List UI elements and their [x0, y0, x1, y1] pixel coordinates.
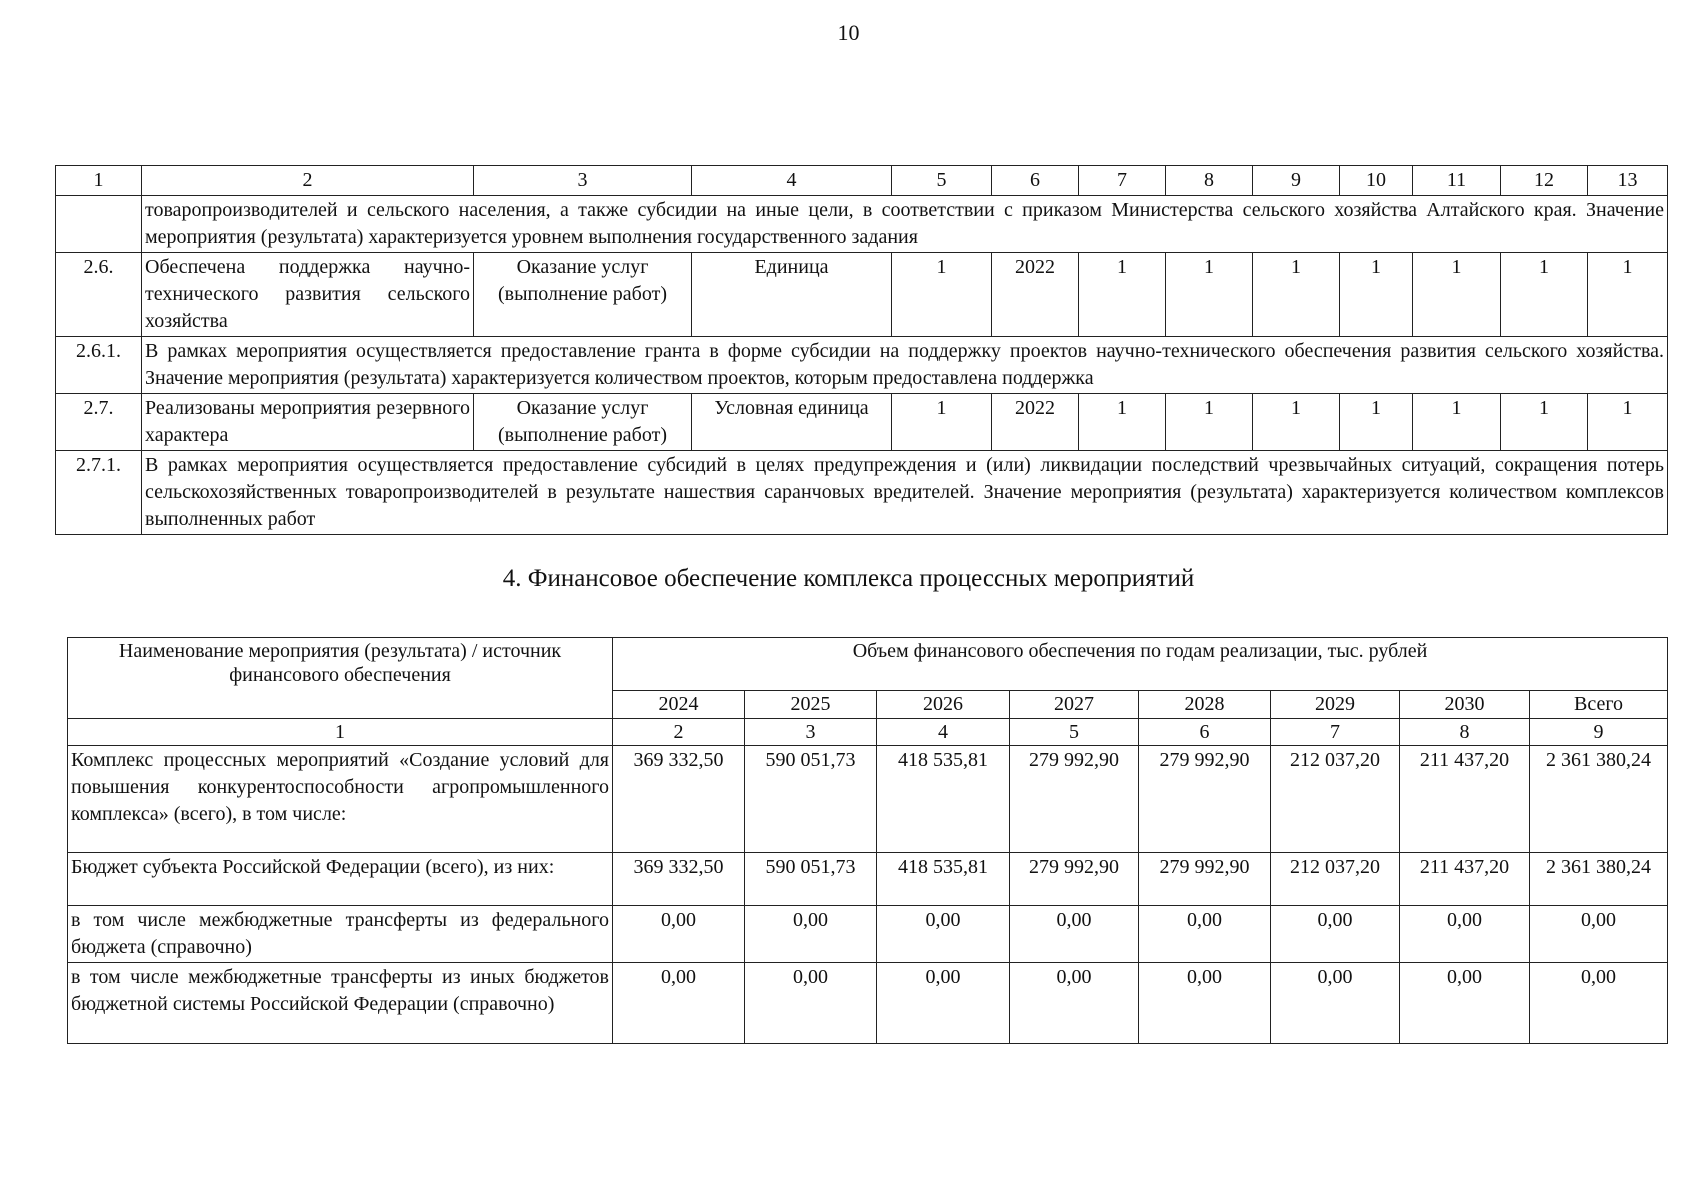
row-value: 1	[1253, 253, 1340, 337]
row-value: 1	[1166, 253, 1253, 337]
col-number: 3	[745, 719, 877, 746]
group-header: Объем финансового обеспечения по годам реализации, тыс. рублей	[613, 638, 1668, 691]
row-value: 369 332,50	[613, 746, 745, 853]
col-header: 8	[1166, 166, 1253, 196]
row-value: 1	[1253, 394, 1340, 451]
row-value: 2022	[992, 253, 1079, 337]
row-value: 418 535,81	[877, 746, 1010, 853]
header-row	[56, 166, 1668, 196]
year-header: 2028	[1139, 691, 1271, 719]
col-number-row	[68, 719, 1668, 746]
col-number: 1	[68, 719, 613, 746]
row-unit: Условная единица	[692, 394, 892, 451]
col-number: 6	[1139, 719, 1271, 746]
row-value: 590 051,73	[745, 746, 877, 853]
col-header: 13	[1588, 166, 1668, 196]
col-number: 5	[1010, 719, 1139, 746]
row-value: 0,00	[613, 906, 745, 963]
row-value: 211 437,20	[1400, 853, 1530, 906]
row-value: 0,00	[1139, 963, 1271, 1044]
row-value: 0,00	[613, 963, 745, 1044]
row-description: товаропроизводителей и сельского населения, а также субсидии на иные цели, в соответствии с приказом Министерства сельского хозяйства Алтайского края. Значение мероприятия (результата) характеризуется уровнем выполнения государственного задания	[142, 196, 1668, 253]
row-value: 1	[1166, 394, 1253, 451]
row-value: 0,00	[1010, 906, 1139, 963]
col-header: 12	[1501, 166, 1588, 196]
row-value: 0,00	[1530, 963, 1668, 1044]
row-value: 418 535,81	[877, 853, 1010, 906]
col-header: 11	[1413, 166, 1501, 196]
table-row	[68, 746, 1668, 853]
row-value: 1	[1588, 394, 1668, 451]
table-row	[68, 963, 1668, 1044]
col-header: 5	[892, 166, 992, 196]
col-header: 9	[1253, 166, 1340, 196]
col-number: 7	[1271, 719, 1400, 746]
row-name: Обеспечена поддержка научно-технического развития сельского хозяйства	[142, 253, 474, 337]
row-value: 1	[892, 253, 992, 337]
row-value: 279 992,90	[1010, 853, 1139, 906]
row-value: 0,00	[1271, 906, 1400, 963]
row-value: 0,00	[745, 906, 877, 963]
row-value: 1	[1079, 253, 1166, 337]
header-row	[68, 638, 1668, 691]
row-value: 369 332,50	[613, 853, 745, 906]
row-number: 2.6.	[56, 253, 142, 337]
table-row	[56, 394, 1668, 451]
row-type: Оказание услуг (выполнение работ)	[474, 253, 692, 337]
row-value: 1	[1501, 253, 1588, 337]
page-number: 10	[837, 20, 860, 45]
row-value: 2 361 380,24	[1530, 853, 1668, 906]
table-row	[56, 253, 1668, 337]
col-number: 2	[613, 719, 745, 746]
row-value: 212 037,20	[1271, 853, 1400, 906]
year-header: 2029	[1271, 691, 1400, 719]
row-name: в том числе межбюджетные трансферты из иных бюджетов бюджетной системы Российской Федерации (справочно)	[68, 963, 613, 1044]
row-name: в том числе межбюджетные трансферты из федерального бюджета (справочно)	[68, 906, 613, 963]
col-number: 9	[1530, 719, 1668, 746]
row-number	[56, 196, 142, 253]
row-value: 0,00	[877, 906, 1010, 963]
col-number: 8	[1400, 719, 1530, 746]
row-value: 1	[1340, 394, 1413, 451]
row-number: 2.7.	[56, 394, 142, 451]
col1-header: Наименование мероприятия (результата) / источник финансового обеспечения	[68, 638, 613, 719]
row-number: 2.7.1.	[56, 451, 142, 535]
table-row	[56, 196, 1668, 253]
row-value: 0,00	[1400, 906, 1530, 963]
col-header: 10	[1340, 166, 1413, 196]
col-header: 3	[474, 166, 692, 196]
row-value: 1	[892, 394, 992, 451]
row-value: 1	[1413, 253, 1501, 337]
col-header: 4	[692, 166, 892, 196]
year-header: 2027	[1010, 691, 1139, 719]
year-header: 2024	[613, 691, 745, 719]
row-value: 1	[1501, 394, 1588, 451]
row-value: 212 037,20	[1271, 746, 1400, 853]
row-value: 0,00	[1010, 963, 1139, 1044]
row-description: В рамках мероприятия осуществляется предоставление субсидий в целях предупреждения и (или) ликвидации последствий чрезвычайных ситуаций, сокращения потерь сельскохозяйственных товаропроизводителей в результате нашествия саранчовых вредителей. Значение мероприятия (результата) характеризуется количеством комплексов выполненных работ	[142, 451, 1668, 535]
row-value: 211 437,20	[1400, 746, 1530, 853]
row-value: 1	[1413, 394, 1501, 451]
col-header: 6	[992, 166, 1079, 196]
row-name: Реализованы мероприятия резервного характера	[142, 394, 474, 451]
row-value: 0,00	[745, 963, 877, 1044]
col-header: 2	[142, 166, 474, 196]
row-value: 0,00	[1530, 906, 1668, 963]
row-value: 0,00	[877, 963, 1010, 1044]
row-value: 0,00	[1139, 906, 1271, 963]
col-number: 4	[877, 719, 1010, 746]
row-value: 2022	[992, 394, 1079, 451]
row-name: Бюджет субъекта Российской Федерации (всего), из них:	[68, 853, 613, 906]
col-header: 7	[1079, 166, 1166, 196]
row-value: 279 992,90	[1139, 746, 1271, 853]
results-table	[55, 165, 1668, 535]
row-number: 2.6.1.	[56, 337, 142, 394]
table-row	[68, 853, 1668, 906]
row-value: 2 361 380,24	[1530, 746, 1668, 853]
row-unit: Единица	[692, 253, 892, 337]
section-title: 4. Финансовое обеспечение комплекса процессных мероприятий	[502, 565, 1195, 592]
col-header: 1	[56, 166, 142, 196]
year-header: Всего	[1530, 691, 1668, 719]
row-name: Комплекс процессных мероприятий «Создание условий для повышения конкурентоспособности агропромышленного комплекса» (всего), в том числе:	[68, 746, 613, 853]
table-row	[56, 337, 1668, 394]
table-row	[56, 451, 1668, 535]
row-description: В рамках мероприятия осуществляется предоставление гранта в форме субсидии на поддержку проектов научно-технического обеспечения развития сельского хозяйства. Значение мероприятия (результата) характеризуется количеством проектов, которым предоставлена поддержка	[142, 337, 1668, 394]
row-value: 279 992,90	[1010, 746, 1139, 853]
row-value: 590 051,73	[745, 853, 877, 906]
row-value: 1	[1340, 253, 1413, 337]
row-value: 279 992,90	[1139, 853, 1271, 906]
financing-table	[67, 637, 1668, 1044]
year-header: 2030	[1400, 691, 1530, 719]
row-type: Оказание услуг (выполнение работ)	[474, 394, 692, 451]
row-value: 1	[1079, 394, 1166, 451]
row-value: 0,00	[1271, 963, 1400, 1044]
year-header: 2026	[877, 691, 1010, 719]
table-row	[68, 906, 1668, 963]
row-value: 0,00	[1400, 963, 1530, 1044]
row-value: 1	[1588, 253, 1668, 337]
year-header: 2025	[745, 691, 877, 719]
